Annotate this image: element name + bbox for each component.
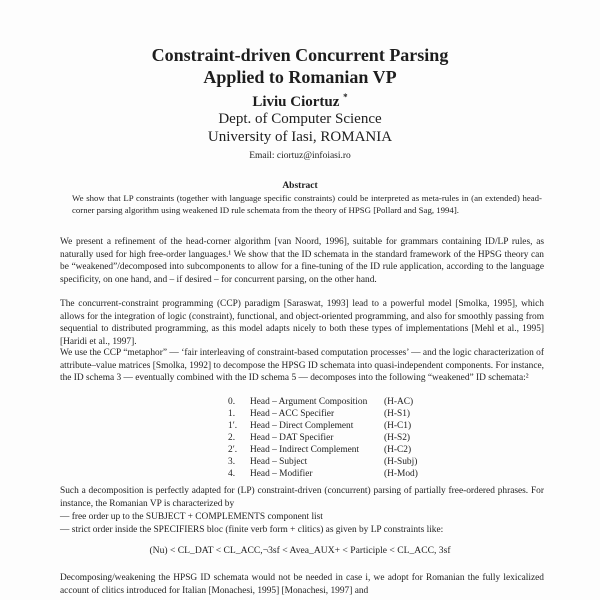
lp-constraint-formula: (Nu) < CL_DAT < CL_ACC,¬3sf < Avea_AUX+ < Participle < CL_ACC, 3sf <box>149 545 451 556</box>
schema-index: 2′. <box>228 445 238 455</box>
schema-rule: Head – Argument Composition <box>250 397 368 407</box>
schema-rule: Head – Indirect Complement <box>250 445 360 455</box>
abstract-text: We show that LP constraints (together with language specific constraints) could be interpreted as meta-rules in (an extended) head-corner parsing algorithm using weakened ID rule schemata from the theory of HPSG [Pollard and Sag, 1994]. <box>72 193 542 215</box>
schema-row <box>228 456 444 468</box>
author-email: Email: ciortuz@infoiasi.ro <box>249 151 351 161</box>
schema-code: (H-C1) <box>384 421 412 431</box>
schema-rule: Head – Modifier <box>250 469 313 479</box>
author-footnote-mark: * <box>343 92 348 102</box>
schema-rule: Head – ACC Specifier <box>250 409 335 419</box>
schema-code: (H-Subj) <box>384 457 418 467</box>
body-paragraph-2: The concurrent-constraint programming (CCP) paradigm [Saraswat, 1993] lead to a powerful model [Smolka, 1995], which allows for the integration of logic (constraint), functional, and object-oriented programming, and also for smoothly passing from sequential to distributed programming, as this model adapts nicely to both these types of implementations [Mehl et al., 1995] [Haridi et al., 1997]. <box>60 299 544 347</box>
affiliation-university: University of Iasi, ROMANIA <box>207 129 393 145</box>
constraint-list-item-strict-order: — strict order inside the SPECIFIERS bloc (finite verb form + clitics) as given by LP constraints like: <box>60 525 444 535</box>
schema-row <box>228 444 444 456</box>
schema-index: 2. <box>228 433 236 443</box>
author-name-text: Liviu Ciortuz <box>252 94 340 110</box>
schema-code: (H-C2) <box>384 445 412 455</box>
schema-row <box>228 396 444 408</box>
constraint-list-item-free-order: — free order up to the SUBJECT + COMPLEMENTS component list <box>60 512 323 522</box>
schema-index: 1. <box>228 409 236 419</box>
schema-rule: Head – Subject <box>250 457 308 467</box>
paper-title-line1: Constraint-driven Concurrent Parsing <box>151 45 449 65</box>
abstract-heading: Abstract <box>282 181 318 191</box>
schema-code: (H-S2) <box>384 433 411 443</box>
schema-code: (H-S1) <box>384 409 411 419</box>
schema-rule: Head – DAT Specifier <box>250 433 334 443</box>
schema-code: (H-Mod) <box>384 469 418 479</box>
affiliation-department: Dept. of Computer Science <box>218 111 382 127</box>
author-name <box>0 92 600 111</box>
schema-code: (H-AC) <box>384 397 414 407</box>
schema-index: 1′. <box>228 421 238 431</box>
body-paragraph-1: We present a refinement of the head-corner algorithm [van Noord, 1996], suitable for grammars containing ID/LP rules, as naturally used for high free-order languages.¹ We show that the ID schemata in the standard framework of the HPSG theory can be “weakened”/decomposed into subcomponents to allow for a fine-tuning of the ID rule application, according to the language specificity, on one hand, and – if desired – for concurrent parsing, on the other hand. <box>60 237 544 285</box>
schema-index: 3. <box>228 457 236 467</box>
schema-row <box>228 408 444 420</box>
body-paragraph-4: Such a decomposition is perfectly adapted for (LP) constraint-driven (concurrent) parsing of partially free-ordered phrases. For instance, the Romanian VP is characterized by <box>60 486 544 509</box>
paper-title-line2: Applied to Romanian VP <box>203 67 397 87</box>
schema-row <box>228 432 444 444</box>
schema-row <box>228 468 444 480</box>
body-paragraph-3: We use the CCP “metaphor” — ‘fair interleaving of constraint-based computation processes’ — and the logic characterization of attribute–value matrices [Smolka, 1992] to decompose the HPSG ID schemata into quasi-independent components. For instance, the ID schema 3 — eventually combined with the ID schema 5 — decomposes into the following “weakened” ID schemata:² <box>60 348 544 384</box>
schema-index: 0. <box>228 397 236 407</box>
schema-index: 4. <box>228 469 236 479</box>
schema-row <box>228 420 444 432</box>
schema-rule: Head – Direct Complement <box>250 421 354 431</box>
weakened-id-schemata-list <box>228 396 444 480</box>
body-paragraph-5: Decomposing/weakening the HPSG ID schemata would not be needed in case i, we adopt for Romanian the fully lexicalized account of clitics introduced for Italian [Monachesi, 1995] [Monachesi, 1997] and <box>60 573 544 596</box>
